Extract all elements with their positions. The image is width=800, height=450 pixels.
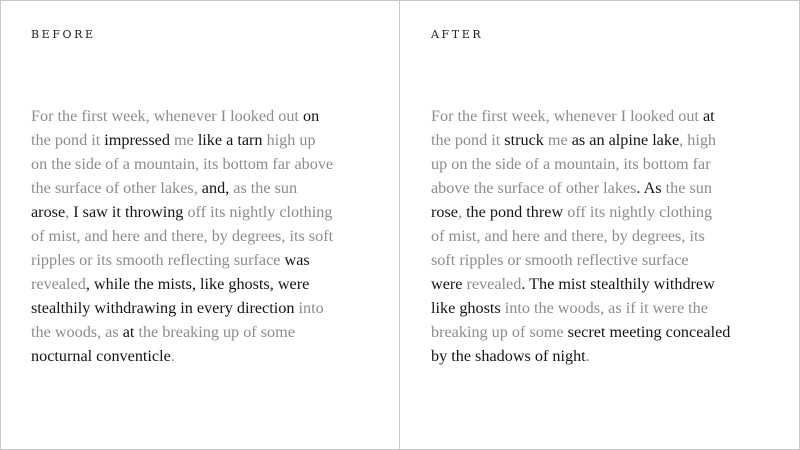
unchanged-text: up on the side of a mountain, its bottom far: [431, 155, 711, 173]
unchanged-text: revealed: [31, 275, 86, 293]
edited-text: by the shadows of night: [431, 347, 586, 365]
text-line: [431, 128, 730, 152]
unchanged-text: off its nightly clothing: [183, 203, 333, 221]
after-passage: [431, 104, 730, 368]
unchanged-text: ,: [457, 203, 467, 221]
text-line: [31, 128, 333, 152]
unchanged-text: above the surface of other lakes: [431, 179, 637, 197]
edited-text: at: [702, 107, 715, 125]
text-line: [31, 344, 333, 368]
before-heading: BEFORE: [31, 28, 96, 41]
text-line: [31, 320, 333, 344]
text-line: [431, 248, 730, 272]
edited-text: like a tarn: [197, 131, 263, 149]
text-line: [431, 200, 730, 224]
text-line: [31, 104, 333, 128]
unchanged-text: ripples or its smooth reflecting surface: [31, 251, 285, 269]
unchanged-text: the pond it: [31, 131, 105, 149]
edited-text: , while the mists, like ghosts, were: [85, 275, 310, 293]
edited-text: rose: [431, 203, 458, 221]
edited-text: and,: [201, 179, 230, 197]
unchanged-text: of mist, and here and there, by degrees, its: [431, 227, 705, 245]
text-line: [31, 248, 333, 272]
text-line: [431, 152, 730, 176]
text-line: [431, 272, 730, 296]
unchanged-text: on the side of a mountain, its bottom far above: [31, 155, 334, 173]
text-line: [431, 176, 730, 200]
unchanged-text: the woods, as: [31, 323, 123, 341]
unchanged-text: me: [169, 131, 198, 149]
text-line: [431, 320, 730, 344]
text-line: [31, 152, 333, 176]
edited-text: on: [302, 107, 320, 125]
edited-text: nocturnal conventicle: [31, 347, 171, 365]
text-line: [31, 272, 333, 296]
after-heading: AFTER: [431, 28, 484, 41]
text-line: [431, 296, 730, 320]
unchanged-text: .: [585, 347, 590, 365]
edited-text: . The mist stealthily withdrew: [521, 275, 715, 293]
text-line: [31, 296, 333, 320]
edited-text: I saw it throwing: [73, 203, 184, 221]
edited-text: struck: [504, 131, 544, 149]
unchanged-text: ,: [65, 203, 74, 221]
text-line: [431, 344, 730, 368]
unchanged-text: off its nightly clothing: [563, 203, 713, 221]
unchanged-text: , high: [679, 131, 717, 149]
unchanged-text: the surface of other lakes,: [31, 179, 202, 197]
unchanged-text: the sun: [661, 179, 712, 197]
edited-text: like ghosts: [431, 299, 501, 317]
unchanged-text: .: [170, 347, 175, 365]
unchanged-text: the pond it: [431, 131, 505, 149]
unchanged-text: high up: [262, 131, 316, 149]
text-line: [431, 224, 730, 248]
edited-text: . As: [636, 179, 662, 197]
unchanged-text: of mist, and here and there, by degrees, its soft: [31, 227, 334, 245]
before-panel: [0, 0, 399, 450]
unchanged-text: me: [543, 131, 572, 149]
edited-text: at: [122, 323, 135, 341]
after-panel: [400, 0, 800, 450]
unchanged-text: soft ripples or smooth reflective surface: [431, 251, 689, 269]
before-passage: [31, 104, 333, 368]
unchanged-text: into the woods, as if it were the: [500, 299, 708, 317]
edited-text: as an alpine lake: [571, 131, 680, 149]
edited-text: arose: [31, 203, 66, 221]
edited-text: secret meeting concealed: [567, 323, 731, 341]
unchanged-text: as the sun: [229, 179, 298, 197]
edited-text: the pond threw: [466, 203, 564, 221]
unchanged-text: For the first week, whenever I looked out: [431, 107, 703, 125]
text-line: [31, 176, 333, 200]
unchanged-text: revealed: [462, 275, 522, 293]
unchanged-text: For the first week, whenever I looked out: [31, 107, 303, 125]
text-line: [431, 104, 730, 128]
edited-text: were: [431, 275, 463, 293]
unchanged-text: into: [294, 299, 324, 317]
text-line: [31, 200, 333, 224]
edited-text: stealthily withdrawing in every direction: [31, 299, 295, 317]
unchanged-text: the breaking up of some: [134, 323, 295, 341]
edited-text: was: [284, 251, 310, 269]
text-line: [31, 224, 333, 248]
edited-text: impressed: [104, 131, 170, 149]
unchanged-text: breaking up of some: [431, 323, 568, 341]
